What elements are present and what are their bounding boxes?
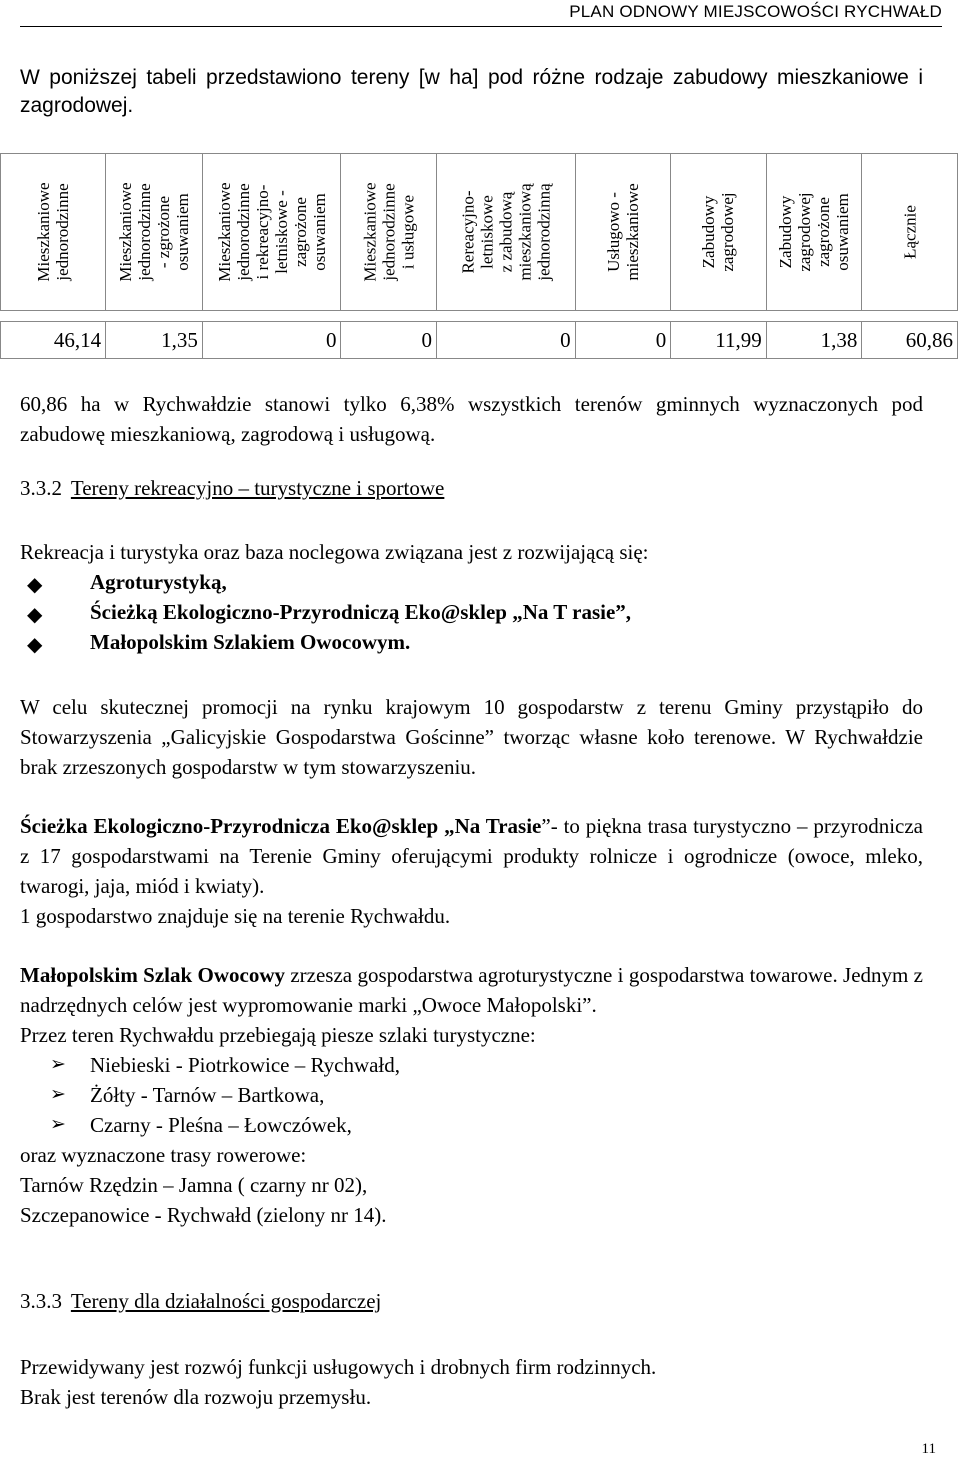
diamond-bullet-icon: ◆ <box>27 574 43 596</box>
header-rule <box>20 26 942 27</box>
table-header-row <box>1 154 958 311</box>
section-heading-332 <box>20 476 444 501</box>
table-cell: 0 <box>341 322 437 359</box>
eco-path-note: 1 gospodarstwo znajduje się na terenie Rychwałdu. <box>20 904 451 928</box>
intro-paragraph: W poniższej tabeli przedstawiono tereny [w ha] pod różne rodzaje zabudowy mieszkaniowe i zagrodowej. <box>20 66 923 117</box>
fruit-trail-name: Małopolskim Szlak Owocowy <box>20 963 286 987</box>
table-cell: 60,86 <box>862 322 958 359</box>
running-header: PLAN ODNOWY MIEJSCOWOŚCI RYCHWAŁD <box>569 2 942 21</box>
table-header-cell: Mieszkaniowe jednorodzinne - zgrożone osuwaniem <box>106 154 203 311</box>
list-item: ➢ Żółty - Tarnów – Bartkowa, <box>20 1080 923 1110</box>
table-cell: 1,38 <box>766 322 862 359</box>
bike-route: Tarnów Rzędzin – Jamna ( czarny nr 02), <box>20 1173 368 1197</box>
table-cell: 0 <box>202 322 341 359</box>
fruit-trail-paragraph: Małopolskim Szlak Owocowy zrzesza gospodarstwa agroturystyczne i gospodarstwa towarowe. Jednym z nadrzędnych celów jest wypromowanie marki „Owoce Małopolski”. <box>20 963 924 1017</box>
business-block <box>20 1352 923 1412</box>
table-cell: 1,35 <box>106 322 203 359</box>
arrow-bullet-icon: ➢ <box>50 1084 66 1105</box>
list-item: ◆ Ścieżką Ekologiczno-Przyrodniczą Eko@sklep „Na T rasie”, <box>20 597 923 627</box>
table-header-cell: Mieszkaniowe jednorodzinne i usługowe <box>341 154 437 311</box>
section-title: Tereny dla działalności gospodarczej <box>70 1289 382 1313</box>
table-header-cell: Zabudowy zagrodowej zagrożone osuwaniem <box>766 154 862 311</box>
arrow-bullet-icon: ➢ <box>50 1114 66 1135</box>
land-use-table <box>0 153 958 359</box>
table-cell: 11,99 <box>671 322 767 359</box>
table-row <box>1 322 958 359</box>
eco-path-paragraph: Ścieżka Ekologiczno-Przyrodnicza Eko@sklep „Na Trasie”- to piękna trasa turystyczno – przyrodnicza z 17 gospodarstwami na Terenie Gminy oferującymi produkty rolnicze i ogrodnicze (owoce, mleko, twarogi, jaja, miód i kwiaty). <box>20 814 923 898</box>
section-number: 3.3.2 <box>20 476 62 500</box>
table-header-cell: Rereacyjno- letniskowe z zabudową mieszkaniową jednorodzinną <box>437 154 576 311</box>
eco-path-name: Ścieżka Ekologiczno-Przyrodnicza Eko@sklep „Na Trasie <box>20 814 542 838</box>
fruit-trail-block <box>20 960 923 1230</box>
list-item: ➢ Czarny - Pleśna – Łowczówek, <box>20 1110 923 1140</box>
business-line: Brak jest terenów dla rozwoju przemysłu. <box>20 1385 372 1409</box>
list-item: ➢ Niebieski - Piotrkowice – Rychwałd, <box>20 1050 923 1080</box>
table-header-cell: Mieszkaniowe jednorodzinne <box>1 154 106 311</box>
business-line: Przewidywany jest rozwój funkcji usługowych i drobnych firm rodzinnych. <box>20 1355 657 1379</box>
section-number: 3.3.3 <box>20 1289 62 1313</box>
bike-lead: oraz wyznaczone trasy rowerowe: <box>20 1143 307 1167</box>
table-cell: 0 <box>575 322 671 359</box>
section-title: Tereny rekreacyjno – turystyczne i sportowe <box>70 476 445 500</box>
table-header-cell: Zabudowy zagrodowej <box>671 154 767 311</box>
promotion-paragraph: W celu skutecznej promocji na rynku krajowym 10 gospodarstw z terenu Gminy przystąpiło do Stowarzyszenia „Galicyjskie Gospodarstwa Gościnne” tworząc własne koło terenowe. W Rychwałdzie brak zrzeszonych gospodarstw w tym stowarzyszeniu. <box>20 695 923 779</box>
summary-paragraph: 60,86 ha w Rychwałdzie stanowi tylko 6,38% wszystkich terenów gminnych wyznaczonych pod zabudowę mieszkaniową, zagrodową i usługową. <box>20 392 923 446</box>
bike-route: Szczepanowice - Rychwałd (zielony nr 14). <box>20 1203 387 1227</box>
recreation-block <box>20 537 923 657</box>
diamond-bullet-icon: ◆ <box>27 604 43 626</box>
table-header-cell: Łącznie <box>862 154 958 311</box>
arrow-bullet-icon: ➢ <box>50 1054 66 1075</box>
section-heading-333 <box>20 1289 381 1314</box>
recreation-bullet-list <box>20 567 923 657</box>
recreation-lead: Rekreacja i turystyka oraz baza noclegowa związana jest z rozwijającą się: <box>20 540 649 564</box>
page-number: 11 <box>921 1441 936 1457</box>
list-item: ◆ Małopolskim Szlakiem Owocowym. <box>20 627 923 657</box>
trails-list <box>20 1050 923 1140</box>
table-cell: 0 <box>437 322 576 359</box>
table-header-cell: Usługowo - mieszkaniowe <box>575 154 671 311</box>
trails-lead: Przez teren Rychwałdu przebiegają piesze szlaki turystyczne: <box>20 1023 536 1047</box>
table-spacer-row <box>1 311 958 322</box>
table-header-cell: Mieszkaniowe jednorodzinne i rekreacyjno- letniskowe - zagrożone osuwaniem <box>202 154 341 311</box>
list-item: ◆ Agroturystyką, <box>20 567 923 597</box>
diamond-bullet-icon: ◆ <box>27 634 43 656</box>
eco-path-block <box>20 811 923 931</box>
table-cell: 46,14 <box>1 322 106 359</box>
